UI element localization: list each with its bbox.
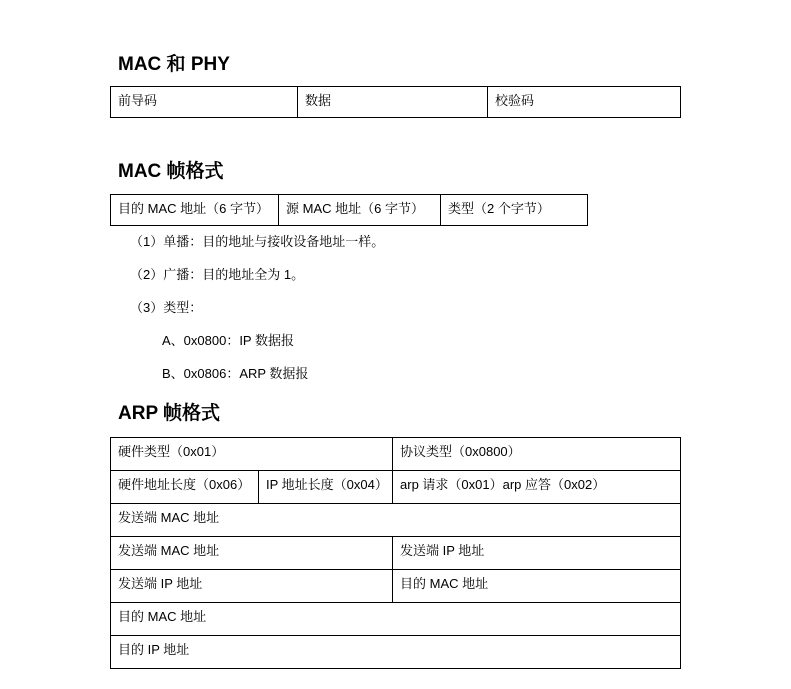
table-cell-dest-mac: 目的 MAC 地址（6 字节）: [111, 195, 279, 226]
table-row: [111, 87, 681, 118]
table-cell-sender-mac-2: 发送端 MAC 地址: [111, 537, 393, 570]
mac-frame-heading: MAC 帧格式: [118, 161, 224, 182]
table-cell-target-mac-2: 目的 MAC 地址: [111, 603, 681, 636]
note-type-ip: A、0x0800：IP 数据报: [162, 333, 294, 348]
table-cell-type: 类型（2 个字节）: [441, 195, 588, 226]
note-type: （3）类型：: [130, 300, 203, 315]
table-row: [111, 195, 588, 226]
table-cell-arp-op: arp 请求（0x01）arp 应答（0x02）: [393, 471, 681, 504]
table-row: [111, 438, 681, 471]
table-cell-checksum: 校验码: [488, 87, 681, 118]
table-cell-src-mac: 源 MAC 地址（6 字节）: [279, 195, 441, 226]
table-cell-data: 数据: [298, 87, 488, 118]
table-cell-proto-type: 协议类型（0x0800）: [393, 438, 681, 471]
arp-frame-heading: ARP 帧格式: [118, 403, 221, 424]
note-unicast: （1）单播：目的地址与接收设备地址一样。: [130, 234, 385, 249]
table-row: [111, 537, 681, 570]
arp-frame-table: [110, 437, 681, 669]
table-cell-target-mac: 目的 MAC 地址: [393, 570, 681, 603]
mac-phy-table: [110, 86, 681, 118]
note-type-arp: B、0x0806：ARP 数据报: [162, 366, 309, 381]
table-row: [111, 603, 681, 636]
table-row: [111, 570, 681, 603]
table-cell-ip-addr-len: IP 地址长度（0x04）: [259, 471, 393, 504]
table-cell-sender-mac: 发送端 MAC 地址: [111, 504, 681, 537]
mac-frame-table: [110, 194, 588, 226]
table-cell-hw-type: 硬件类型（0x01）: [111, 438, 393, 471]
table-cell-preamble: 前导码: [111, 87, 298, 118]
table-cell-target-ip: 目的 IP 地址: [111, 636, 681, 669]
table-row: [111, 636, 681, 669]
mac-phy-heading: MAC 和 PHY: [118, 54, 230, 75]
mac-frame-notes: [130, 225, 384, 390]
table-cell-hw-addr-len: 硬件地址长度（0x06）: [111, 471, 259, 504]
table-cell-sender-ip: 发送端 IP 地址: [393, 537, 681, 570]
table-cell-sender-ip-2: 发送端 IP 地址: [111, 570, 393, 603]
table-row: [111, 504, 681, 537]
table-row: [111, 471, 681, 504]
note-broadcast: （2）广播：目的地址全为 1。: [130, 267, 305, 282]
